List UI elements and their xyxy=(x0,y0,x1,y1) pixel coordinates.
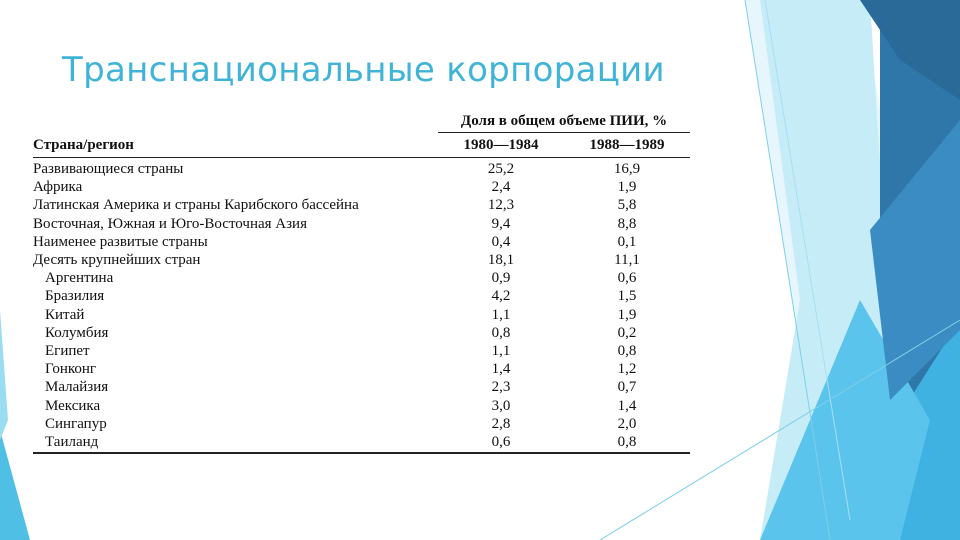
table-row xyxy=(33,178,690,196)
value-cell-period-1: 9,4 xyxy=(491,215,511,232)
region-cell: Мексика xyxy=(45,397,101,414)
region-cell: Колумбия xyxy=(45,324,109,341)
region-cell: Наименее развитые страны xyxy=(33,233,208,250)
region-cell: Восточная, Южная и Юго-Восточная Азия xyxy=(33,215,307,232)
value-cell-period-1: 1,1 xyxy=(491,343,511,360)
region-cell: Развивающиеся страны xyxy=(33,161,184,177)
region-cell: Аргентина xyxy=(45,270,114,287)
value-cell-period-1: 25,2 xyxy=(487,161,515,177)
table-row xyxy=(33,215,690,233)
value-cell-period-2: 1,2 xyxy=(617,361,637,378)
value-cell-period-1: 3,0 xyxy=(491,397,511,414)
table-row xyxy=(33,287,690,305)
table-group-header-row xyxy=(33,110,690,133)
region-cell: Сингапур xyxy=(45,415,107,432)
table-row xyxy=(33,306,690,324)
value-cell-period-2: 5,8 xyxy=(617,197,637,214)
value-cell-period-1: 1,4 xyxy=(491,361,511,378)
value-cell-period-2: 0,8 xyxy=(617,343,637,360)
value-cell-period-2: 2,0 xyxy=(617,415,637,432)
column-header-period-1: 1980—1984 xyxy=(438,133,564,158)
value-cell-period-1: 1,1 xyxy=(491,306,511,323)
region-cell: Гонконг xyxy=(45,361,97,378)
value-cell-period-2: 0,6 xyxy=(617,270,637,287)
value-cell-period-1: 18,1 xyxy=(487,252,515,269)
value-cell-period-2: 11,1 xyxy=(614,252,640,269)
left-corner-triangle xyxy=(0,430,30,540)
value-cell-period-1: 0,4 xyxy=(491,233,511,250)
value-cell-period-1: 0,8 xyxy=(491,324,511,341)
group-header: Доля в общем объеме ПИИ, % xyxy=(438,110,690,133)
table-row xyxy=(33,397,690,415)
table-row xyxy=(33,196,690,214)
region-cell: Латинская Америка и страны Карибского бассейна xyxy=(33,197,359,214)
fdi-share-table xyxy=(33,110,690,454)
region-cell: Бразилия xyxy=(45,288,105,305)
region-cell: Малайзия xyxy=(45,379,109,396)
table-row xyxy=(33,324,690,342)
value-cell-period-2: 1,5 xyxy=(617,288,637,305)
column-header-period-2: 1988—1989 xyxy=(564,133,690,158)
value-cell-period-2: 0,8 xyxy=(564,433,690,453)
region-cell: Десять крупнейших стран xyxy=(33,252,201,269)
region-cell: Таиланд xyxy=(33,433,438,453)
value-cell-period-2: 16,9 xyxy=(613,161,641,177)
value-cell-period-1: 0,9 xyxy=(491,270,511,287)
region-cell: Египет xyxy=(45,343,90,360)
value-cell-period-2: 1,4 xyxy=(617,397,637,414)
table-row xyxy=(33,360,690,378)
value-cell-period-2: 1,9 xyxy=(617,179,637,196)
value-cell-period-1: 2,8 xyxy=(491,415,511,432)
region-cell: Африка xyxy=(33,179,83,196)
slide-title: Транснациональные корпорации xyxy=(62,50,665,90)
blank-header-cell xyxy=(33,110,438,133)
table-row xyxy=(33,433,690,453)
value-cell-period-2: 0,2 xyxy=(617,324,637,341)
value-cell-period-2: 0,1 xyxy=(617,233,637,250)
table-row xyxy=(33,415,690,433)
value-cell-period-1: 2,4 xyxy=(491,179,511,196)
table-row xyxy=(33,233,690,251)
value-cell-period-2: 8,8 xyxy=(617,215,637,232)
table-row xyxy=(33,378,690,396)
value-cell-period-1: 0,6 xyxy=(438,433,564,453)
left-edge-sliver xyxy=(0,310,8,440)
value-cell-period-2: 0,7 xyxy=(617,379,637,396)
value-cell-period-1: 12,3 xyxy=(487,197,515,214)
table-row xyxy=(33,158,690,179)
value-cell-period-1: 2,3 xyxy=(491,379,511,396)
table-row xyxy=(33,251,690,269)
table-row xyxy=(33,269,690,287)
column-header-region: Страна/регион xyxy=(33,133,438,158)
value-cell-period-1: 4,2 xyxy=(491,288,511,305)
table-row xyxy=(33,342,690,360)
table-body xyxy=(33,158,690,454)
region-cell: Китай xyxy=(45,306,85,323)
value-cell-period-2: 1,9 xyxy=(617,306,637,323)
table-column-header-row xyxy=(33,133,690,158)
